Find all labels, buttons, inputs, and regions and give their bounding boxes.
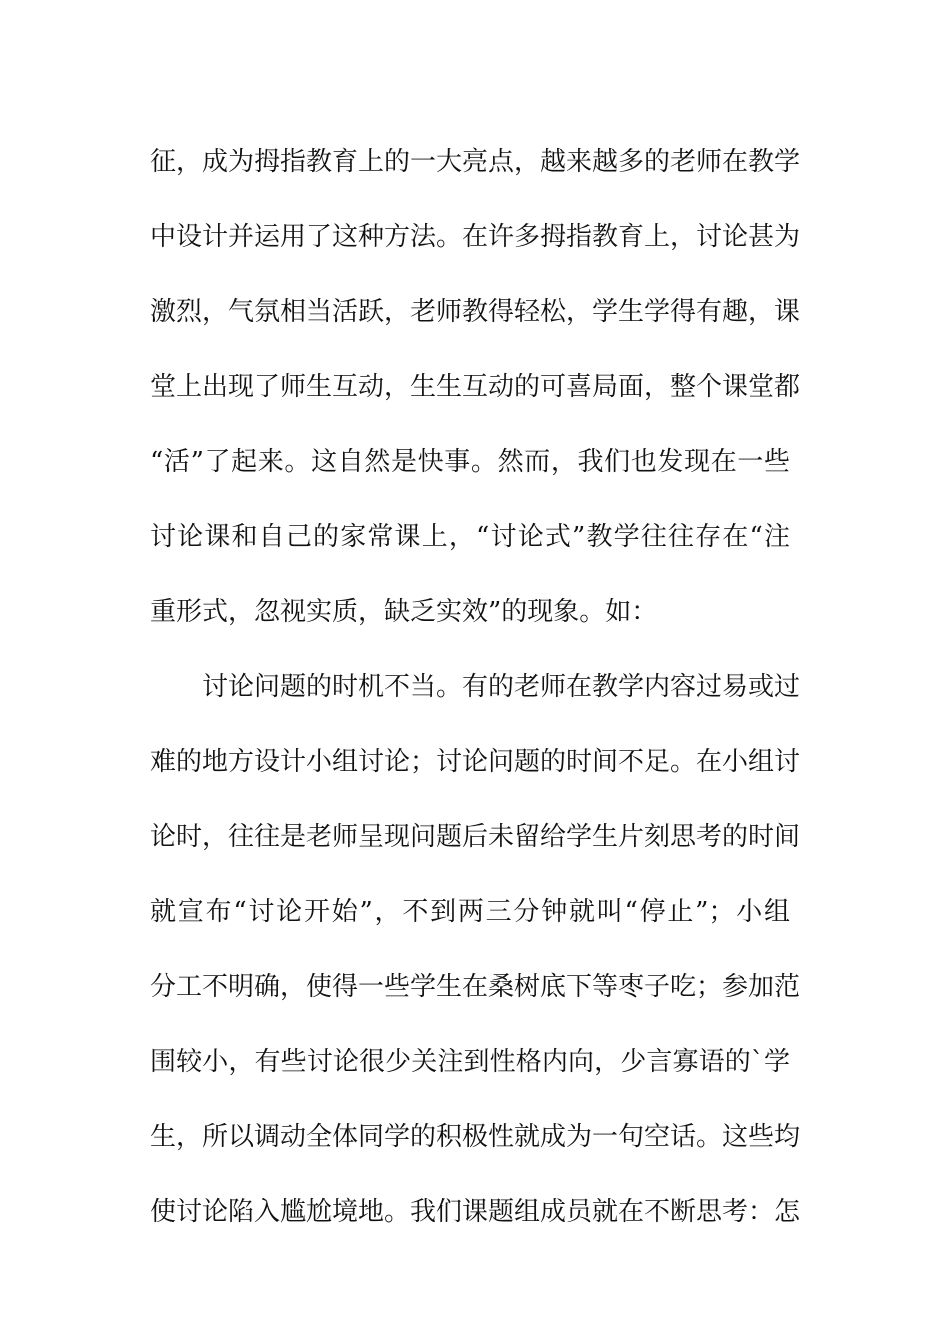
paragraph-start-line: 讨论问题的时机不当。有的老师在教学内容过易或过 [202,672,801,702]
text-line: 激烈，气氛相当活跃，老师教得轻松，学生学得有趣，课 [150,297,801,327]
body-text [150,125,801,1250]
text-line: 中设计并运用了这种方法。在许多拇指教育上，讨论甚为 [150,222,801,252]
text-line: 生，所以调动全体同学的积极性就成为一句空话。这些均 [150,1122,801,1152]
text-line: 就宣布“讨论开始”，不到两三分钟就叫“停止”；小组 [150,897,790,927]
text-line: 使讨论陷入尴尬境地。我们课题组成员就在不断思考：怎 [150,1197,801,1227]
text-line: “活”了起来。这自然是快事。然而，我们也发现在一些 [150,447,790,477]
text-line: 难的地方设计小组讨论；讨论问题的时间不足。在小组讨 [150,747,801,777]
text-line: 讨论课和自己的家常课上，“讨论式”教学往往存在“注 [150,522,790,552]
text-line: 堂上出现了师生互动，生生互动的可喜局面，整个课堂都 [150,372,801,402]
paragraph-end-line: 重形式，忽视实质，缺乏实效”的现象。如： [150,597,658,627]
text-line: 分工不明确，使得一些学生在桑树底下等枣子吃；参加范 [150,972,801,1002]
text-line: 征，成为拇指教育上的一大亮点，越来越多的老师在教学 [150,147,801,177]
text-line: 围较小，有些讨论很少关注到性格内向，少言寡语的`学 [150,1047,790,1077]
text-line: 论时，往往是老师呈现问题后未留给学生片刻思考的时间 [150,822,801,852]
